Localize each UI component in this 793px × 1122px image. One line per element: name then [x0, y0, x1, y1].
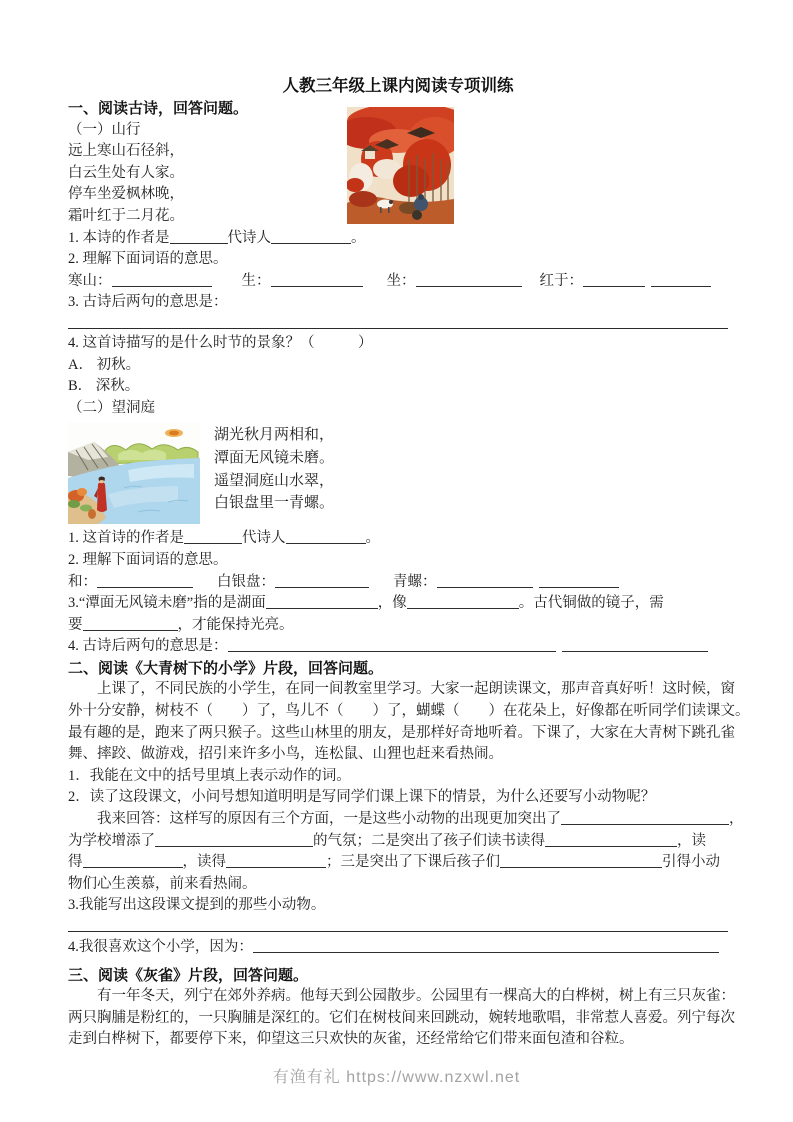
fill-blank — [228, 638, 556, 652]
fill-blank — [112, 273, 212, 287]
fill-blank — [253, 939, 719, 953]
fill-blank — [271, 230, 351, 244]
question-1 — [68, 228, 728, 250]
fill-blank — [545, 833, 677, 847]
poem2-title: （二）望洞庭 — [68, 399, 155, 416]
fill-blank — [561, 811, 729, 825]
poem2-line: 潭面无风镜未磨。 — [214, 449, 335, 466]
section-2-heading: 二、阅读《大青树下的小学》片段，回答问题。 — [68, 659, 384, 677]
fill-blank — [271, 273, 363, 287]
passage-line: 走到白桦树下，都要停下来，仰望这三只欢快的灰雀，还经常给它们带来面包渣和谷粒。 — [68, 1031, 634, 1048]
question-text: 代诗人 — [227, 229, 271, 246]
question-text: 代诗人 — [242, 530, 286, 547]
terms-row-1 — [68, 271, 728, 293]
passage-line: 舞、摔跤、做游戏，招引来许多小鸟，连松鼠、山狸也赶来看热闹。 — [68, 746, 503, 763]
fill-blank — [266, 595, 378, 609]
fill-blank — [416, 273, 522, 287]
page-title: 人教三年级上课内阅读专项训练 — [282, 77, 514, 95]
question-text: 。 — [365, 530, 380, 547]
poem2-question-3a — [68, 593, 728, 615]
fill-blank — [407, 595, 519, 609]
answer-text: 得 — [68, 854, 83, 871]
term-label: 白银盘： — [217, 573, 275, 590]
worksheet — [68, 74, 750, 1051]
question-3: 3. 古诗后两句的意思是： — [68, 294, 228, 311]
question-2: 2．读了这段课文，小问号想知道明明是写同学们课上课下的情景，为什么还要写小动物呢？ — [68, 789, 656, 806]
fill-blank — [651, 273, 711, 287]
answer-line-1 — [68, 809, 744, 831]
poem2-line: 遥望洞庭山水翠， — [214, 472, 335, 489]
poem2-block — [68, 422, 728, 524]
fill-blank — [226, 854, 326, 868]
question-text: 1. 本诗的作者是 — [68, 229, 170, 246]
question-1: 1．我能在文中的括号里填上表示动作的词。 — [68, 767, 351, 784]
question-text: ，像 — [377, 595, 407, 612]
sun-icon — [165, 429, 183, 437]
terms-row-2 — [68, 572, 728, 594]
fill-blank — [275, 574, 369, 588]
term-label: 青螺： — [393, 573, 437, 590]
option-a: A． 初秋。 — [68, 356, 141, 373]
question-text: 要 — [68, 616, 83, 633]
footer-credit[interactable]: 有渔有礼 https://www.nzxwl.net — [272, 1069, 521, 1086]
answer-text: ，读得 — [182, 854, 226, 871]
answer-text: 为学校增添了 — [68, 832, 155, 849]
fill-blank — [583, 273, 645, 287]
option-b: B． 深秋。 — [68, 378, 140, 395]
fill-blank — [437, 574, 533, 588]
question-3: 3.我能写出这段课文提到的那些小动物。 — [68, 897, 326, 914]
poem2-line: 湖光秋月两相和， — [214, 427, 335, 444]
passage-line: 上课了，不同民族的小学生，在同一间教室里学习。大家一起朗读课文，那声音真好听！这时候，窗 — [97, 681, 735, 698]
fill-blank — [155, 833, 313, 847]
question-text: 4.我很喜欢这个小学，因为： — [68, 939, 253, 955]
answer-text: 引得小动 — [662, 854, 720, 871]
term-label: 寒山： — [68, 272, 112, 289]
question-text: ，才能保持光亮。 — [177, 616, 294, 633]
answer-line-4: 物们心生羡慕，前来看热闹。 — [68, 875, 257, 892]
passage-line: 外十分安静，树枝不（ ）了，鸟儿不（ ）了，蝴蝶（ ）在花朵上，好像都在听同学们读课文。 — [68, 703, 750, 720]
question-text: 4. 古诗后两句的意思是： — [68, 638, 228, 655]
poem2-question-4 — [68, 636, 728, 658]
question-text: 1. 这首诗的作者是 — [68, 530, 184, 547]
answer-line-3 — [68, 852, 728, 874]
poem1-title: （一）山行 — [68, 121, 141, 138]
term-label: 红于： — [539, 272, 583, 289]
fill-blank — [184, 530, 242, 544]
fill-blank — [170, 230, 228, 244]
poem2-question-2: 2. 理解下面词语的意思。 — [68, 551, 228, 568]
fill-blank — [286, 530, 366, 544]
fill-blank — [83, 854, 183, 868]
fill-blank — [500, 854, 662, 868]
answer-text: ，读 — [677, 832, 706, 849]
dongting-illustration — [68, 422, 200, 524]
passage-line: 两只胸脯是粉红的，一只胸脯是深红的。它们在树枝间来回跳动，婉转地歌唱，非常惹人喜爱。列宁每次 — [68, 1009, 735, 1026]
passage-line: 有一年冬天，列宁在郊外养病。他每天到公园散步。公园里有一棵高大的白桦树，树上有三只灰雀： — [97, 988, 735, 1005]
question-4: 4. 这首诗描写的是什么时节的景象？（ ） — [68, 334, 373, 351]
question-text: 。古代铜做的镜子，需 — [518, 595, 664, 612]
fill-blank — [539, 574, 619, 588]
question-text: 。 — [351, 229, 366, 246]
poem1-line: 停车坐爱枫林晚， — [68, 186, 184, 203]
poem2-text — [200, 422, 334, 514]
term-label: 和： — [68, 573, 97, 590]
fill-blank — [83, 617, 178, 631]
poem1-line: 白云生处有人家。 — [68, 164, 184, 181]
section-3-heading: 三、阅读《灰雀》片段，回答问题。 — [68, 966, 309, 984]
poem1-line: 霜叶红于二月花。 — [68, 207, 184, 224]
poem2-line: 白银盘里一青螺。 — [214, 495, 335, 512]
answer-text: 我来回答：这样写的原因有三个方面，一是这些小动物的出现更加突出了 — [97, 811, 561, 828]
passage-line: 最有趣的是，跑来了两只猴子。这些山林里的朋友，是那样好奇地听着。下课了，大家在大青树下跳孔雀 — [68, 724, 735, 741]
term-label: 生： — [241, 272, 271, 289]
poem2-question-3b — [68, 615, 728, 637]
fill-blank — [97, 574, 193, 588]
question-2: 2. 理解下面词语的意思。 — [68, 251, 228, 268]
answer-line-2 — [68, 831, 728, 853]
answer-text: ；三是突出了下课后孩子们 — [326, 854, 500, 871]
poem2-question-1 — [68, 528, 728, 550]
answer-text: ， — [729, 811, 744, 828]
term-label: 坐： — [386, 272, 416, 289]
question-text: 3.“潭面无风镜未磨”指的是湖面 — [68, 595, 266, 612]
answer-text: 的气氛；二是突出了孩子们读书读得 — [313, 832, 545, 849]
fill-blank — [562, 638, 708, 652]
section-1-heading: 一、阅读古诗，回答问题。 — [68, 100, 249, 117]
question-4 — [68, 937, 728, 959]
poem1-line: 远上寒山石径斜， — [68, 143, 184, 160]
